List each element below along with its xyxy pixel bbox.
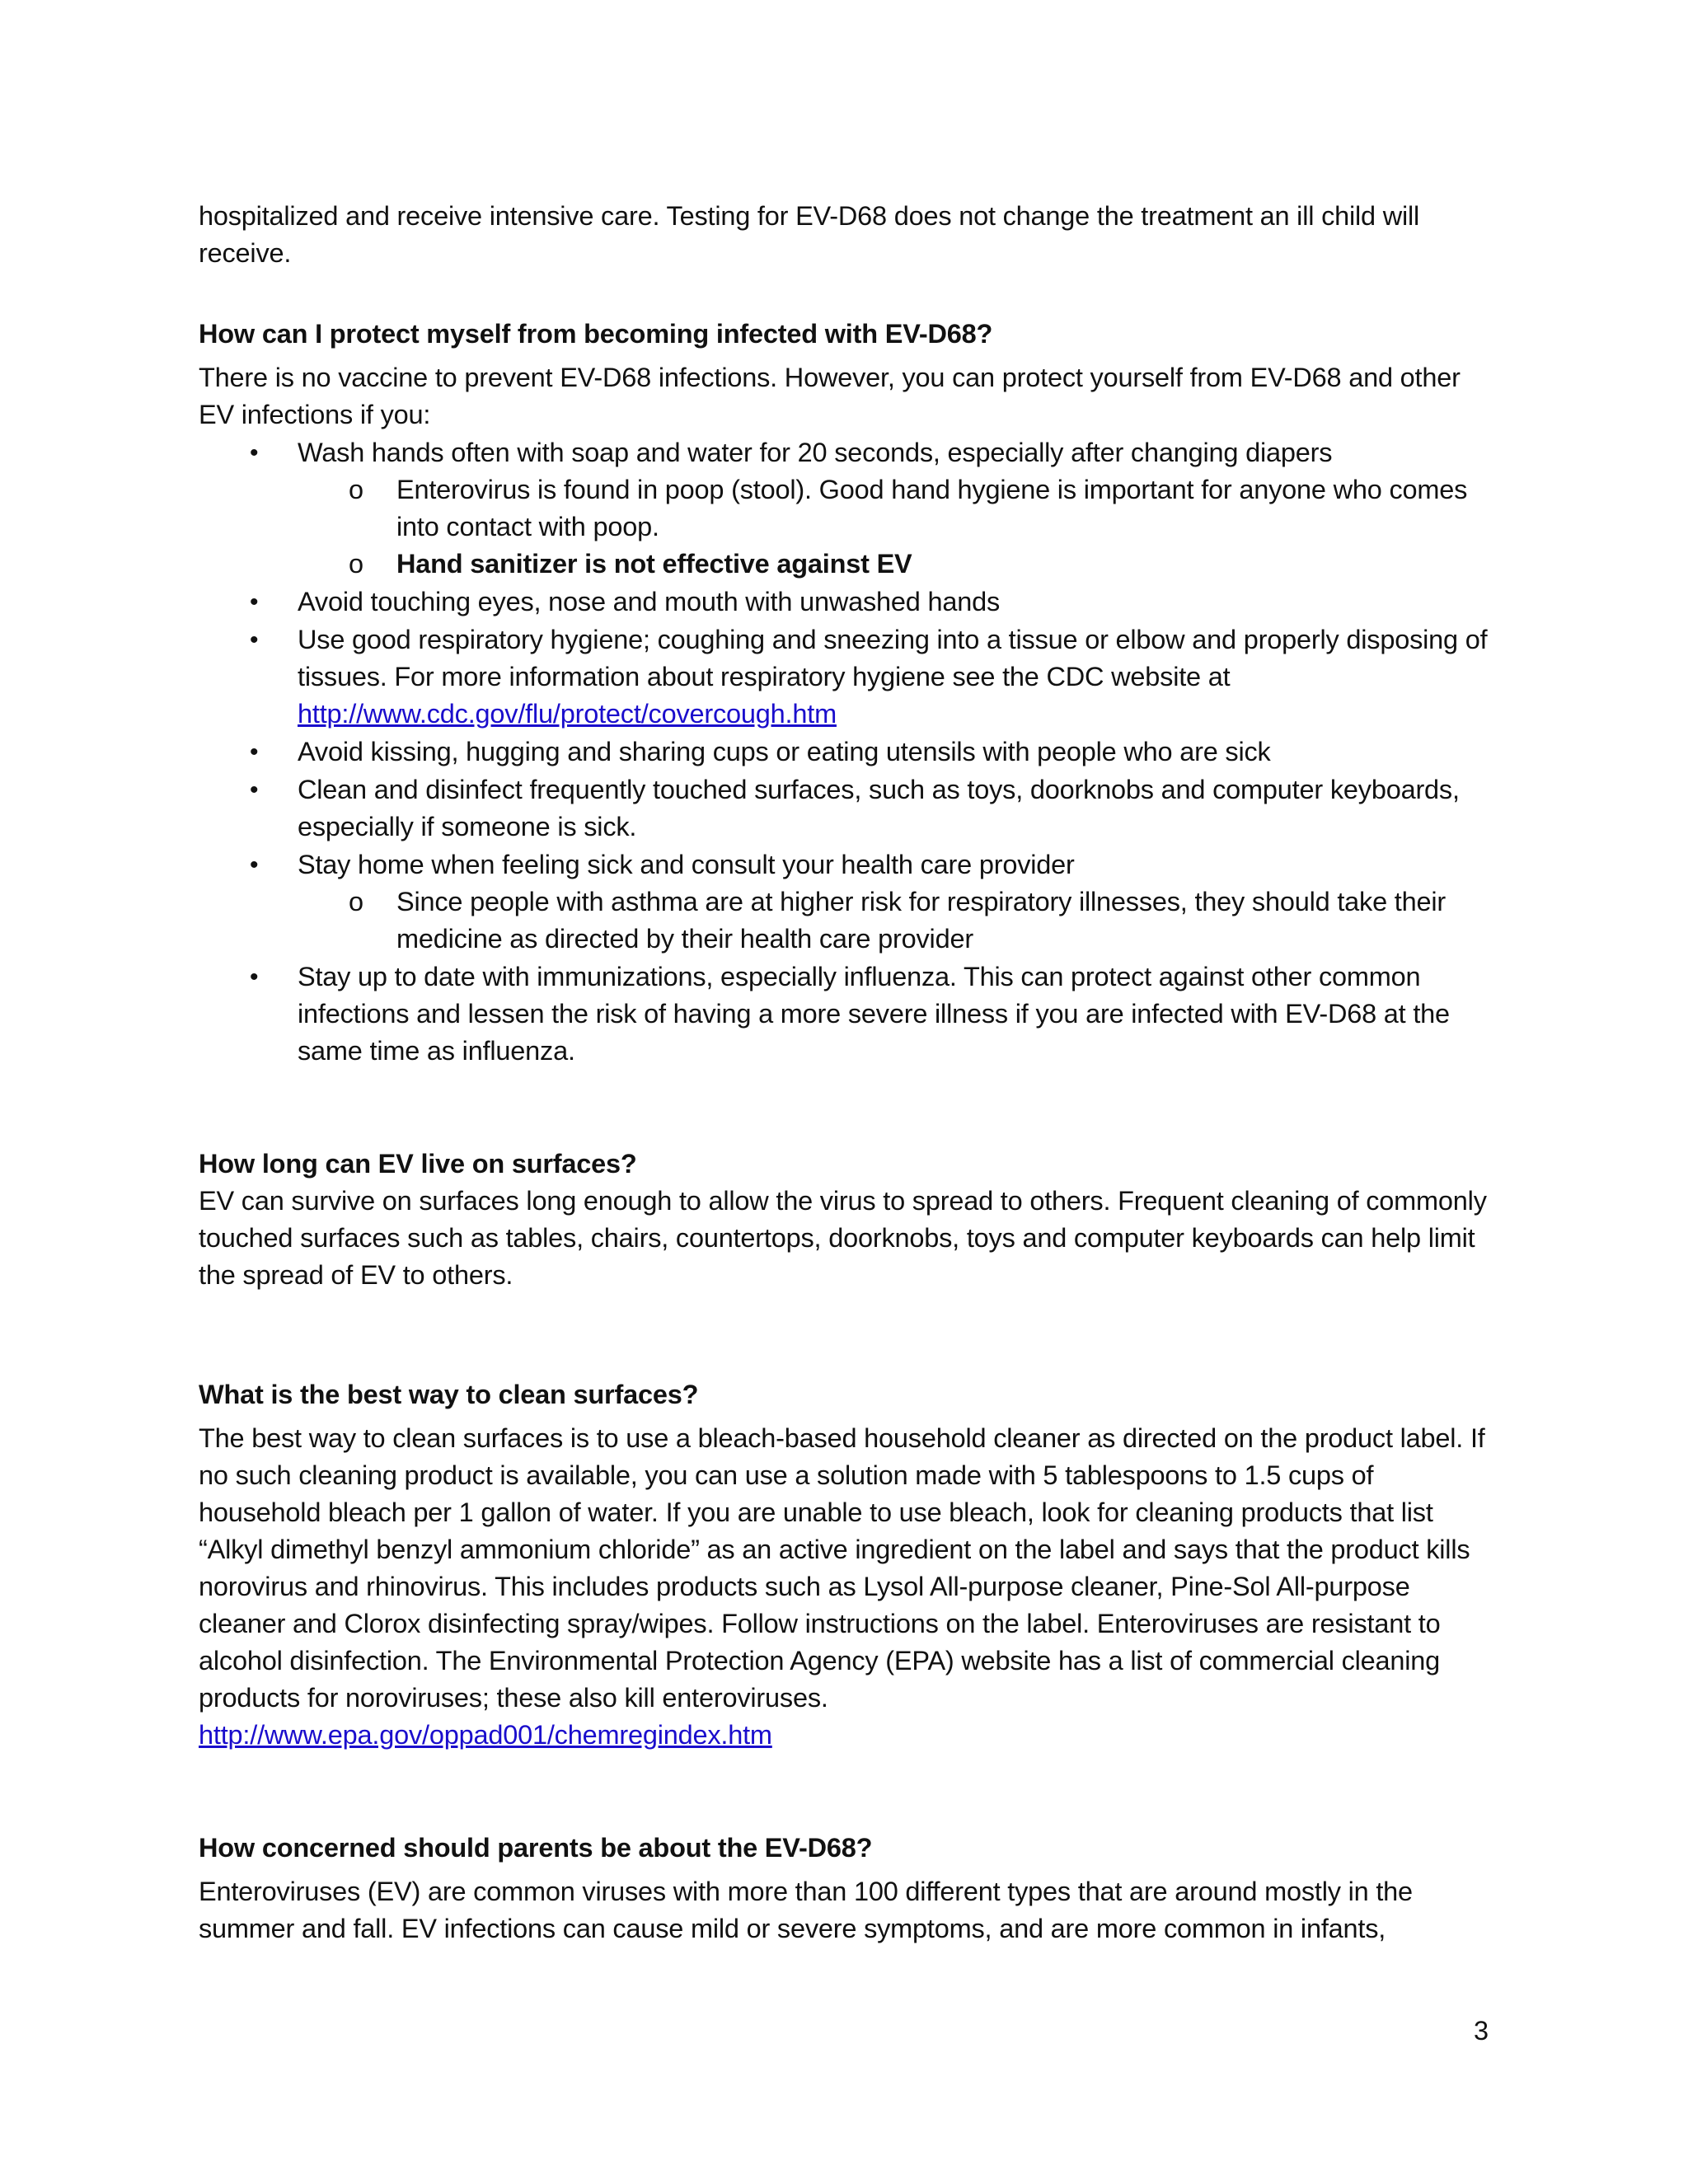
circle-bullet-icon: o	[349, 549, 363, 579]
surfaces-heading: How long can EV live on surfaces?	[199, 1149, 637, 1179]
cleaning-text: The best way to clean surfaces is to use a bleach-based household cleaner as directed on the product label. If no such cleaning product is available, you can use a solution made with 5 tablespoons to 1.5 cups of household bleach per 1 gallon of water. If you are unable to use bleach, look for cleaning products that list “Alkyl dimethyl benzyl ammonium chloride” as an active ingredient on the label and says that the product kills norovirus and rhinovirus. This includes products such as Lysol All-purpose cleaner, Pine-Sol All-purpose cleaner and Clorox disinfecting spray/wipes. Follow instructions on the label. Enteroviruses are resistant to alcohol disinfection. The Environmental Protection Agency (EPA) website has a list of commercial cleaning products for noroviruses; these also kill enteroviruses.	[199, 1423, 1485, 1713]
list-item	[199, 583, 1501, 621]
sub-list	[298, 883, 1501, 958]
bullet-icon: •	[250, 963, 259, 991]
page-content	[199, 198, 1501, 1947]
bullet-icon: •	[250, 439, 259, 466]
parents-heading: How concerned should parents be about the EV-D68?	[199, 1833, 873, 1863]
cdc-link[interactable]: http://www.cdc.gov/flu/protect/covercough.htm	[298, 699, 837, 729]
list-item-text: Stay up to date with immunizations, especially influenza. This can protect against other common infections and lessen the risk of having a more severe illness if you are infected with EV-D68 at the same time as influenza.	[298, 962, 1450, 1066]
epa-link[interactable]: http://www.epa.gov/oppad001/chemregindex.htm	[199, 1720, 772, 1750]
list-item-text: Use good respiratory hygiene; coughing and sneezing into a tissue or elbow and properly disposing of tissues. For more information about respiratory hygiene see the CDC website at	[298, 625, 1488, 691]
list-item-text: Avoid kissing, hugging and sharing cups or eating utensils with people who are sick	[298, 737, 1271, 766]
circle-bullet-icon: o	[349, 887, 363, 916]
list-item	[199, 771, 1501, 846]
intro-paragraph: hospitalized and receive intensive care. Testing for EV-D68 does not change the treatment an ill child will receive.	[199, 201, 1420, 268]
parents-paragraph: Enteroviruses (EV) are common viruses with more than 100 different types that are around mostly in the summer and fall. EV infections can cause mild or severe symptoms, and are more common in infants,	[199, 1877, 1413, 1943]
sub-list-item	[298, 546, 1501, 583]
surfaces-paragraph: EV can survive on surfaces long enough to allow the virus to spread to others. Frequent cleaning of commonly touched surfaces such as tables, chairs, countertops, doorknobs, toys and computer keyboards can help limit the spread of EV to others.	[199, 1186, 1487, 1290]
sub-list	[298, 471, 1501, 583]
list-item	[199, 434, 1501, 583]
list-item	[199, 733, 1501, 771]
list-item	[199, 846, 1501, 958]
cleaning-paragraph	[199, 1420, 1501, 1754]
page-number: 3	[1474, 2016, 1489, 2046]
list-item	[199, 621, 1501, 733]
bullet-icon: •	[250, 851, 259, 879]
bullet-icon: •	[250, 588, 259, 616]
list-item-text: Wash hands often with soap and water for 20 seconds, especially after changing diapers	[298, 438, 1333, 467]
protect-heading: How can I protect myself from becoming infected with EV-D68?	[199, 319, 993, 349]
circle-bullet-icon: o	[349, 475, 363, 504]
list-item-text: Clean and disinfect frequently touched surfaces, such as toys, doorknobs and computer keyboards, especially if someone is sick.	[298, 775, 1460, 841]
protect-intro: There is no vaccine to prevent EV-D68 infections. However, you can protect yourself from EV-D68 and other EV infections if you:	[199, 363, 1461, 429]
sub-list-item-text: Hand sanitizer is not effective against EV	[396, 549, 912, 579]
list-item-text: Stay home when feeling sick and consult your health care provider	[298, 850, 1075, 879]
bullet-icon: •	[250, 738, 259, 766]
bullet-icon: •	[250, 776, 259, 804]
bullet-icon: •	[250, 626, 259, 654]
sub-list-item-text: Enterovirus is found in poop (stool). Good hand hygiene is important for anyone who comes into contact with poop.	[396, 475, 1468, 541]
list-item	[199, 958, 1501, 1070]
sub-list-item	[298, 471, 1501, 546]
list-item-text: Avoid touching eyes, nose and mouth with unwashed hands	[298, 587, 1001, 616]
protect-bullet-list	[199, 434, 1501, 1070]
sub-list-item-text: Since people with asthma are at higher risk for respiratory illnesses, they should take their medicine as directed by their health care provider	[396, 887, 1447, 954]
cleaning-heading: What is the best way to clean surfaces?	[199, 1380, 699, 1409]
sub-list-item	[298, 883, 1501, 958]
